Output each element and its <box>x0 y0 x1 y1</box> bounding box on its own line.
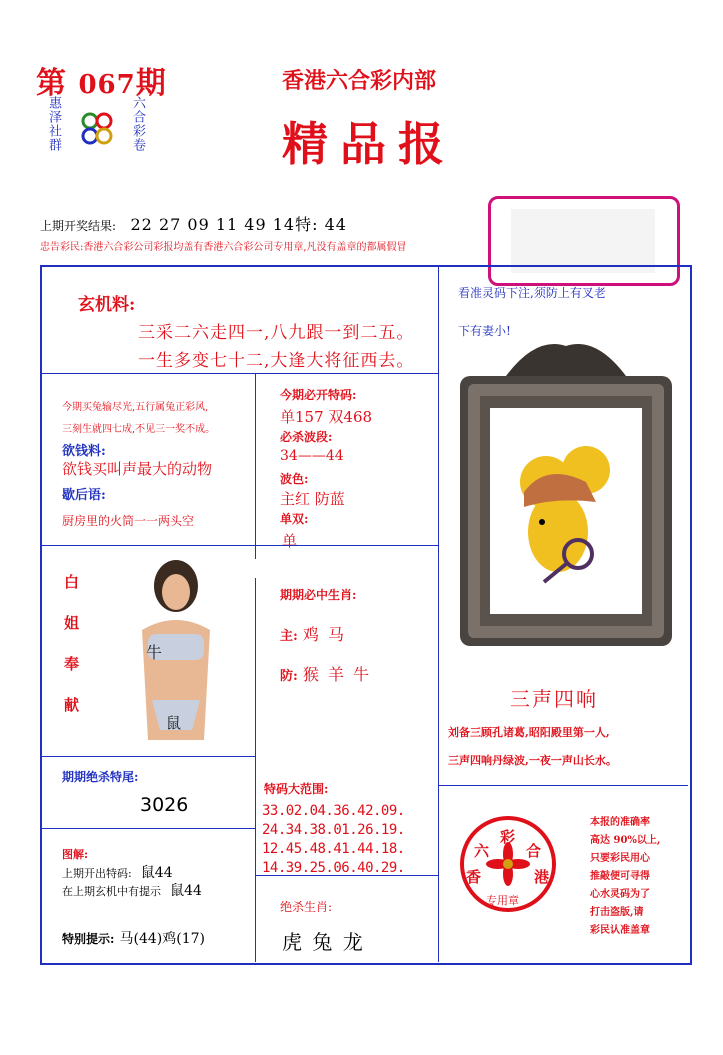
divider-h-1 <box>41 373 438 374</box>
kill-zodiac-value: 虎 兔 龙 <box>282 930 365 954</box>
left-mid-text-1: 今期买兔输尽光,五行属兔正彩风, <box>62 402 209 413</box>
issue-number: 067 <box>78 70 136 100</box>
special-hint-label: 特别提示: <box>62 932 115 946</box>
vt-2: 姐 <box>64 614 80 632</box>
legend-line-2-text: 在上期玄机中有提示 <box>62 885 161 898</box>
riddle-line-1: 三采二六走四一,八九跟一到二五。 <box>138 323 415 343</box>
poem-title: 三声四响 <box>510 687 598 711</box>
riddle-label: 玄机料: <box>78 295 136 315</box>
zodiac-guard <box>280 662 371 685</box>
wave-value: 34——44 <box>280 448 344 464</box>
issue-suffix: 期 <box>135 66 167 101</box>
legend-label: 图解: <box>62 848 89 861</box>
divider-h-2 <box>41 545 438 546</box>
special-hint <box>62 928 205 948</box>
photo-label-niu: 牛 <box>146 643 163 662</box>
vt-1: 白 <box>64 573 80 591</box>
range-row-2: 24.34.38.01.26.19. <box>262 822 405 838</box>
accuracy-line-2: 高达 90%以上, <box>590 835 661 846</box>
page-title: 精品报 <box>282 117 456 171</box>
stamp-t6: 专用章 <box>486 894 519 907</box>
stamp-t4: 香 <box>466 868 482 886</box>
range-row-1: 33.02.04.36.42.09. <box>262 803 405 819</box>
last-results-label: 上期开奖结果: <box>40 219 117 233</box>
stamp-t1: 六 <box>474 842 490 860</box>
legend-line-1-text: 上期开出特码: <box>62 867 132 880</box>
legend-line-1-value: 鼠44 <box>140 865 173 881</box>
color-value: 主红 防蓝 <box>280 490 345 508</box>
parity-label: 单双: <box>280 512 309 526</box>
issue-prefix: 第 <box>36 66 67 101</box>
wish-label: 欲钱料: <box>62 444 106 459</box>
range-label: 特码大范围: <box>264 782 329 796</box>
accuracy-line-3: 只要彩民用心 <box>590 853 650 864</box>
accuracy-line-4: 推敲便可寻得 <box>590 871 650 882</box>
divider-v-center-mid <box>255 373 256 559</box>
lottery-logo-icon <box>76 108 118 150</box>
range-rows <box>262 802 405 878</box>
zodiac-label: 期期必中生肖: <box>280 588 357 602</box>
kill-zodiac-label: 绝杀生肖: <box>280 900 333 914</box>
accuracy-line-7: 彩民认准盖章 <box>590 925 650 936</box>
special-hint-value: 马(44)鸡(17) <box>119 931 206 947</box>
accuracy-line-1: 本报的准确率 <box>590 817 650 828</box>
range-row-4: 14.39.25.06.40.29. <box>262 860 405 876</box>
divider-h-3 <box>41 756 255 757</box>
vt-4: 献 <box>64 696 80 714</box>
right-top-line-2: 下有妻小! <box>458 324 511 338</box>
zodiac-main-label: 主: <box>280 629 298 644</box>
ornate-frame-image <box>446 332 686 652</box>
divider-h-4 <box>41 828 255 829</box>
parity-value: 单 <box>282 532 298 550</box>
legend-line-2-value: 鼠44 <box>170 883 202 899</box>
zodiac-main <box>280 622 346 645</box>
riddle-line-2: 一生多变七十二,大逢大将征西去。 <box>138 351 415 371</box>
stamp-t5: 港 <box>534 868 550 886</box>
legend-line-2 <box>62 880 202 900</box>
right-top-line-1: 看准灵码下注,须防上有叉老 <box>458 286 606 300</box>
saying-text: 厨房里的火筒一一两头空 <box>62 514 195 528</box>
zodiac-main-value: 鸡 马 <box>302 625 346 644</box>
special-label: 今期必开特码: <box>280 388 357 402</box>
brand-vertical-right: 六合彩卷 <box>130 96 145 152</box>
notice-text: 忠告彩民:香港六合彩公司彩报均盖有香港六合彩公司专用章,凡没有盖章的都属假冒 <box>40 242 407 253</box>
divider-v-right <box>438 266 439 962</box>
page-subtitle: 香港六合彩内部 <box>282 68 437 94</box>
stamp-t2: 彩 <box>500 828 516 846</box>
wish-text: 欲钱买叫声最大的动物 <box>62 460 213 478</box>
color-label: 波色: <box>280 472 309 486</box>
photo-label-shu: 鼠 <box>166 714 182 732</box>
accuracy-line-6: 打击盗版,请 <box>590 907 644 918</box>
legend-line-1 <box>62 862 173 882</box>
special-value: 单157 双468 <box>280 408 373 426</box>
poem-line-1: 刘备三顾孔诸葛,昭阳殿里第一人, <box>448 726 610 739</box>
kill-tail-label: 期期绝杀特尾: <box>62 770 139 784</box>
poem-line-2: 三声四响丹绿波,一夜一声山长水。 <box>448 754 617 767</box>
left-mid-text-2: 三刻生就四七成,不见三一奖不成。 <box>62 424 216 435</box>
range-row-3: 12.45.48.41.44.18. <box>262 841 405 857</box>
divider-h-6 <box>438 785 688 786</box>
divider-v-center-bot <box>255 578 256 962</box>
photo-vertical-text <box>64 562 84 726</box>
last-results-numbers: 22 27 09 11 49 14特: 44 <box>130 215 347 234</box>
stamp-t3: 合 <box>526 842 542 860</box>
brand-vertical-left: 惠泽社群 <box>46 96 61 152</box>
vt-3: 奉 <box>64 655 80 673</box>
accuracy-text <box>590 814 660 940</box>
accuracy-line-5: 心水灵码为了 <box>590 889 650 900</box>
zodiac-guard-label: 防: <box>280 669 298 684</box>
wave-label: 必杀波段: <box>280 430 333 444</box>
kill-tail-value: 3026 <box>140 794 189 816</box>
zodiac-guard-value: 猴 羊 牛 <box>302 665 372 684</box>
saying-label: 歇后语: <box>62 488 106 503</box>
last-results <box>40 212 347 235</box>
